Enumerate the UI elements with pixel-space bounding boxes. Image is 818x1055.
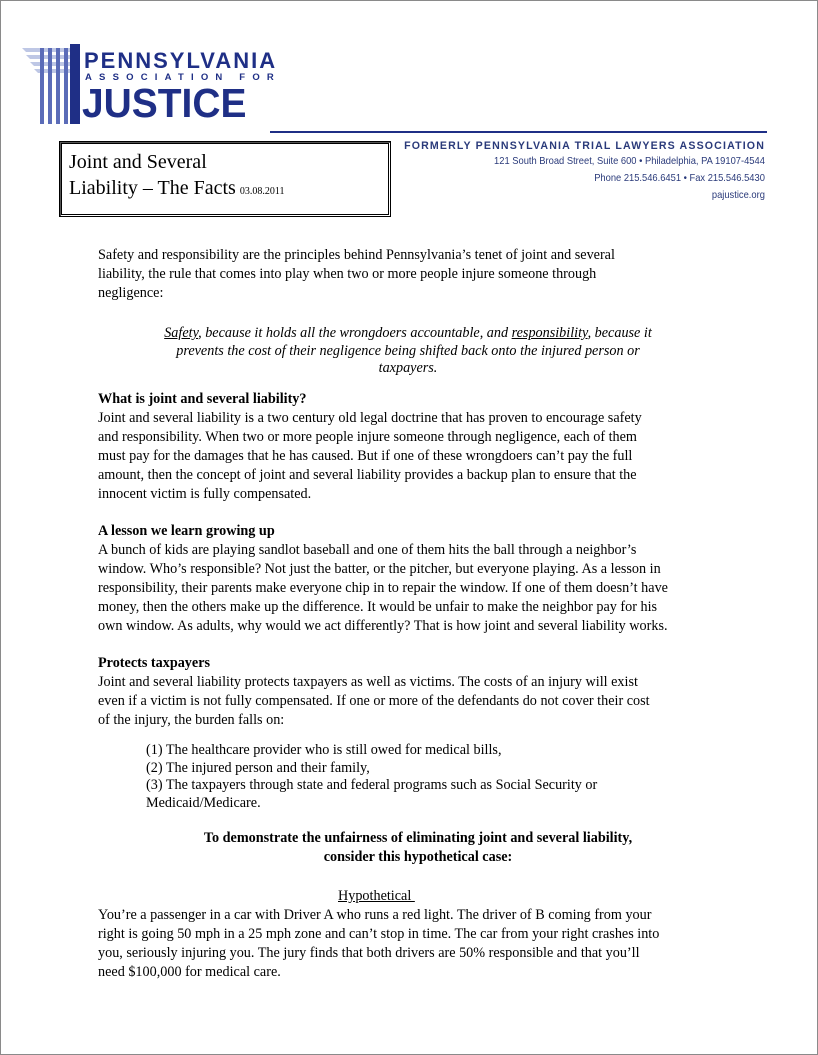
quote-line-3: taxpayers. <box>378 360 438 376</box>
section-line: of the injury, the burden falls on: <box>98 712 285 728</box>
demonstrate-line: consider this hypothetical case: <box>323 849 513 865</box>
hypothetical-title: Hypothetical <box>338 888 415 904</box>
hypothetical-line: you, seriously injuring you. The jury finds that both drivers are 50% responsible and that you’ll <box>98 945 640 961</box>
section-line: even if a victim is not fully compensated. If one or more of the defendants do not cover their cost <box>98 693 650 709</box>
title-date: 03.08.2011 <box>239 186 285 197</box>
hypothetical-line: need $100,000 for medical care. <box>98 964 281 980</box>
logo-pennsylvania-text: PENNSYLVANIA <box>84 48 278 73</box>
formerly-text: FORMERLY PENNSYLVANIA TRIAL LAWYERS ASSOCIATION <box>404 140 765 152</box>
demonstrate-line: To demonstrate the unfairness of eliminating joint and several liability, <box>203 830 633 846</box>
section-line: responsibility, their parents make everyone chip in to repair the window. If one of them doesn’t have <box>98 580 668 596</box>
section-line: Joint and several liability protects taxpayers as well as victims. The costs of an injury will exist <box>98 674 638 690</box>
quote-part-1: , because it holds all the wrongdoers accountable, and <box>198 325 512 341</box>
section-lesson <box>98 522 738 636</box>
hypothetical-line: You’re a passenger in a car with Driver A who runs a red light. The driver of B coming from your <box>98 907 652 923</box>
title-line-2-text: Liability – The Facts <box>69 177 236 199</box>
logo-association-text: ASSOCIATION FOR <box>85 72 281 83</box>
intro-line: Safety and responsibility are the principles behind Pennsylvania’s tenet of joint and several <box>98 247 615 263</box>
section-line: Joint and several liability is a two century old legal doctrine that has proven to encourage safety <box>98 410 642 426</box>
section-what-is <box>98 390 738 504</box>
header-rule <box>270 131 767 133</box>
address-text: 121 South Broad Street, Suite 600 • Philadelphia, PA 19107-4544 <box>494 156 765 167</box>
section-heading: Protects taxpayers <box>98 655 211 671</box>
section-line: window. Who’s responsible? Not just the batter, or the pitcher, but everyone playing. As a lesson in <box>98 561 661 577</box>
hypothetical-paragraph <box>98 906 738 982</box>
section-line: and responsibility. When two or more people injure someone through negligence, each of them <box>98 429 637 445</box>
section-heading: A lesson we learn growing up <box>98 523 275 539</box>
pennsylvania-association-for-justice-logo <box>22 40 281 132</box>
quote-line-2: prevents the cost of their negligence being shifted back onto the injured person or <box>176 342 640 359</box>
quote-safety-word: Safety <box>164 325 199 341</box>
burden-list <box>146 742 706 812</box>
list-item: (2) The injured person and their family, <box>146 759 370 776</box>
intro-line: negligence: <box>98 285 164 301</box>
logo-justice-text: JUSTICE <box>82 80 247 126</box>
section-line: amount, then the concept of joint and several liability provides a backup plan to ensure that the <box>98 467 637 483</box>
section-line: money, then the others make up the difference. It would be unfair to make the neighbor pay for his <box>98 599 658 615</box>
section-heading: What is joint and several liability? <box>98 391 307 407</box>
quote-responsibility-word: responsibility <box>511 325 588 341</box>
hypothetical-line: right is going 50 mph in a 25 mph zone and can’t stop in time. The car from your right crashes into <box>98 926 660 942</box>
phone-fax-text: Phone 215.546.6451 • Fax 215.546.5430 <box>594 173 765 184</box>
title-line-1: Joint and Several <box>69 151 207 173</box>
list-item: (3) The taxpayers through state and federal programs such as Social Security or <box>146 777 598 793</box>
principles-quote <box>128 325 688 378</box>
section-line: innocent victim is fully compensated. <box>98 486 312 502</box>
intro-line: liability, the rule that comes into play when two or more people injure someone through <box>98 266 597 282</box>
section-line: must pay for the damages that he has caused. But if one of these wrongdoers can’t pay the full <box>98 448 633 464</box>
intro-paragraph <box>98 246 738 303</box>
title-box <box>59 141 391 217</box>
section-protects-taxpayers <box>98 654 738 730</box>
quote-line-1 <box>128 325 688 343</box>
title-line-2 <box>69 177 284 203</box>
website-text: pajustice.org <box>711 190 765 201</box>
section-line: A bunch of kids are playing sandlot baseball and one of them hits the ball through a neighbor’s <box>98 542 637 558</box>
list-item: Medicaid/Medicare. <box>146 794 261 811</box>
section-line: own window. As adults, why would we act differently? That is how joint and several liability works. <box>98 618 668 634</box>
list-item: (1) The healthcare provider who is still owed for medical bills, <box>146 742 502 758</box>
contact-block <box>404 139 765 204</box>
demonstrate-heading <box>98 829 738 867</box>
quote-part-2: , because it <box>587 325 652 341</box>
